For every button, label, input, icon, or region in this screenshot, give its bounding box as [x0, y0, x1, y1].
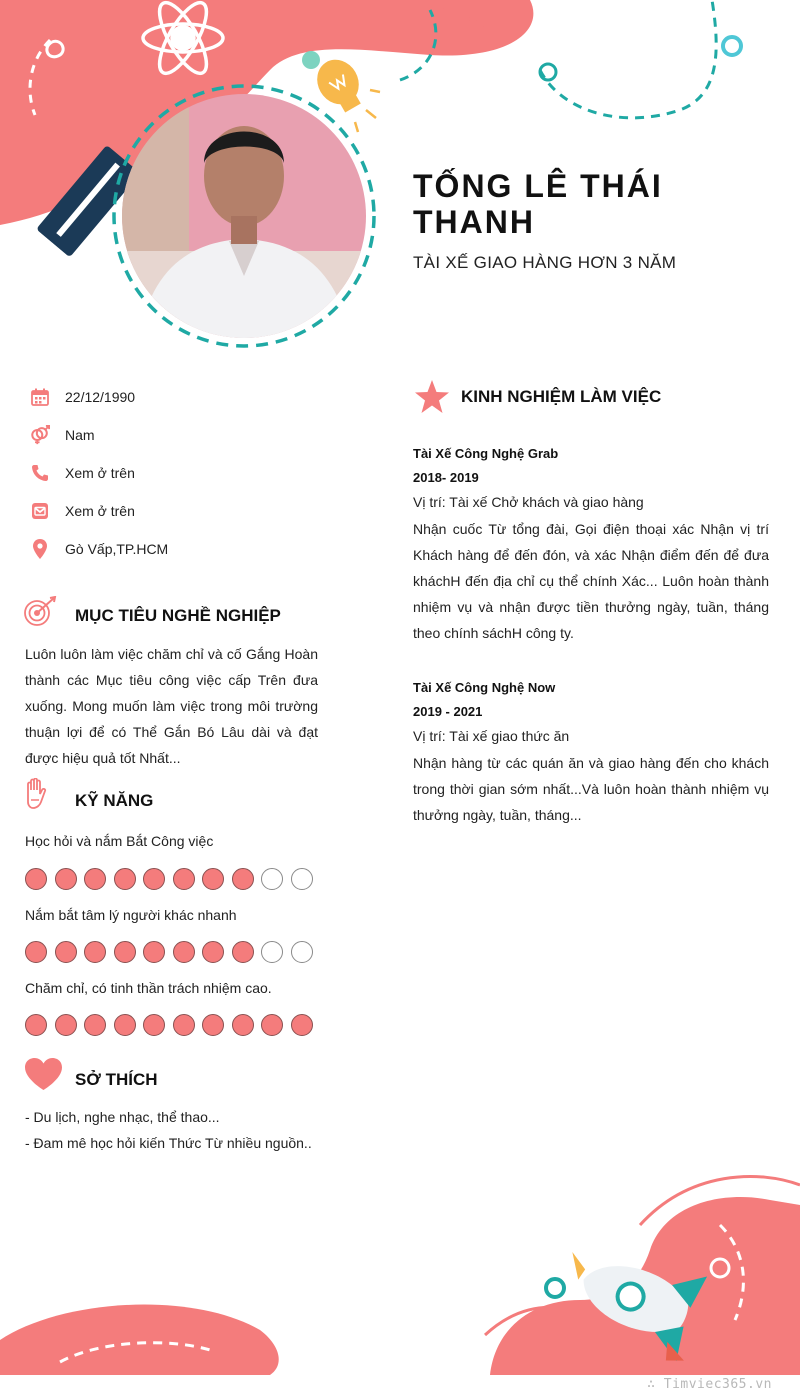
- rating-dot-filled: [202, 941, 224, 963]
- objective-heading: MỤC TIÊU NGHỀ NGHIỆP: [75, 606, 281, 625]
- rating-dot-filled: [232, 868, 254, 890]
- rating-dot-empty: [261, 868, 283, 890]
- rating-dot-filled: [143, 1014, 165, 1036]
- info-email: [30, 499, 135, 523]
- rating-dot-filled: [232, 941, 254, 963]
- skill-label: Chăm chỉ, có tinh thần trách nhiệm cao.: [25, 980, 272, 996]
- rating-dot-filled: [291, 1014, 313, 1036]
- experience-heading: KINH NGHIỆM LÀM VIỆC: [461, 387, 662, 406]
- skill-rating: [25, 1014, 313, 1036]
- hobby-item: - Đam mê học hỏi kiến Thức Từ nhiều nguồn..: [25, 1135, 312, 1151]
- job-company: Tài Xế Công Nghệ Grab: [413, 446, 559, 461]
- info-birthday: [30, 385, 135, 409]
- location-value: Gò Vấp,TP.HCM: [65, 541, 169, 557]
- hand-icon: [25, 778, 49, 815]
- rating-dot-filled: [173, 868, 195, 890]
- rating-dot-filled: [84, 941, 106, 963]
- job-description: Nhận cuốc Từ tổng đài, Gọi điện thoại xác Nhận vị trí Khách hàng để đến đón, và xác Nhận điểm đến để đưa kháchH đến địa chỉ cụ thể chính Xác... Luôn hoàn thành nhiệm vụ và nhận được tiền thưởng ngày, tuần, tháng theo chính sáchH công ty.: [413, 521, 769, 641]
- hobbies-heading: SỞ THÍCH: [75, 1070, 158, 1089]
- skill-label: Học hỏi và nắm Bắt Công việc: [25, 833, 214, 849]
- rating-dot-filled: [55, 941, 77, 963]
- job-position: Vị trí: Tài xế Chở khách và giao hàng: [413, 494, 644, 510]
- rating-dot-filled: [202, 868, 224, 890]
- birthday-value: 22/12/1990: [65, 389, 136, 405]
- profile-photo: [119, 91, 369, 341]
- job-period: 2019 - 2021: [413, 704, 483, 719]
- rating-dot-empty: [261, 941, 283, 963]
- watermark: ∴ Timviec365.vn: [647, 1377, 772, 1392]
- skill-rating: [25, 941, 313, 963]
- rating-dot-filled: [84, 868, 106, 890]
- rating-dot-empty: [291, 868, 313, 890]
- heart-icon: [25, 1058, 62, 1095]
- email-icon: [30, 501, 50, 521]
- phone-value: Xem ở trên: [65, 465, 135, 481]
- rating-dot-filled: [261, 1014, 283, 1036]
- job-position: Vị trí: Tài xế giao thức ăn: [413, 728, 570, 744]
- rating-dot-filled: [114, 941, 136, 963]
- job-company: Tài Xế Công Nghệ Now: [413, 680, 556, 695]
- phone-icon: [30, 463, 50, 483]
- info-phone: [30, 461, 135, 485]
- rating-dot-filled: [55, 868, 77, 890]
- calendar-icon: [30, 387, 50, 407]
- rating-dot-filled: [25, 868, 47, 890]
- skill-rating: [25, 868, 313, 890]
- location-icon: [30, 539, 50, 559]
- star-icon: [414, 380, 450, 419]
- skills-heading: KỸ NĂNG: [75, 791, 154, 810]
- rating-dot-filled: [84, 1014, 106, 1036]
- rating-dot-filled: [173, 941, 195, 963]
- rating-dot-filled: [25, 941, 47, 963]
- gender-value: Nam: [65, 427, 95, 443]
- info-gender: [30, 423, 95, 447]
- rating-dot-filled: [143, 941, 165, 963]
- rating-dot-filled: [114, 1014, 136, 1036]
- job-period: 2018- 2019: [413, 470, 479, 485]
- rating-dot-filled: [202, 1014, 224, 1036]
- target-icon: [24, 596, 58, 633]
- gender-icon: [30, 425, 50, 445]
- skill-label: Nắm bắt tâm lý người khác nhanh: [25, 907, 237, 923]
- hobby-item: - Du lịch, nghe nhạc, thể thao...: [25, 1109, 220, 1125]
- info-location: [30, 537, 168, 561]
- candidate-name: TỐNG LÊ THÁI THANH: [413, 168, 663, 240]
- objective-text: Luôn luôn làm việc chăm chỉ và cố Gắng Hoàn thành các Mục tiêu công việc cấp Trên đưa xuống. Mong muốn làm việc trong môi trường thuận lợi để có Thể Gắn Bó Lâu dài và đạt được hiệu quả tốt Nhất...: [25, 646, 318, 766]
- email-value: Xem ở trên: [65, 503, 135, 519]
- job-description: Nhận hàng từ các quán ăn và giao hàng đến cho khách trong thời gian sớm nhất...Và luôn hoàn thành nhiệm vụ thưởng ngày, tuần, tháng...: [413, 755, 769, 823]
- rating-dot-filled: [114, 868, 136, 890]
- job-title: TÀI XẾ GIAO HÀNG HƠN 3 NĂM: [413, 253, 677, 272]
- rating-dot-filled: [173, 1014, 195, 1036]
- rating-dot-empty: [291, 941, 313, 963]
- rating-dot-filled: [143, 868, 165, 890]
- rating-dot-filled: [232, 1014, 254, 1036]
- rating-dot-filled: [25, 1014, 47, 1036]
- rating-dot-filled: [55, 1014, 77, 1036]
